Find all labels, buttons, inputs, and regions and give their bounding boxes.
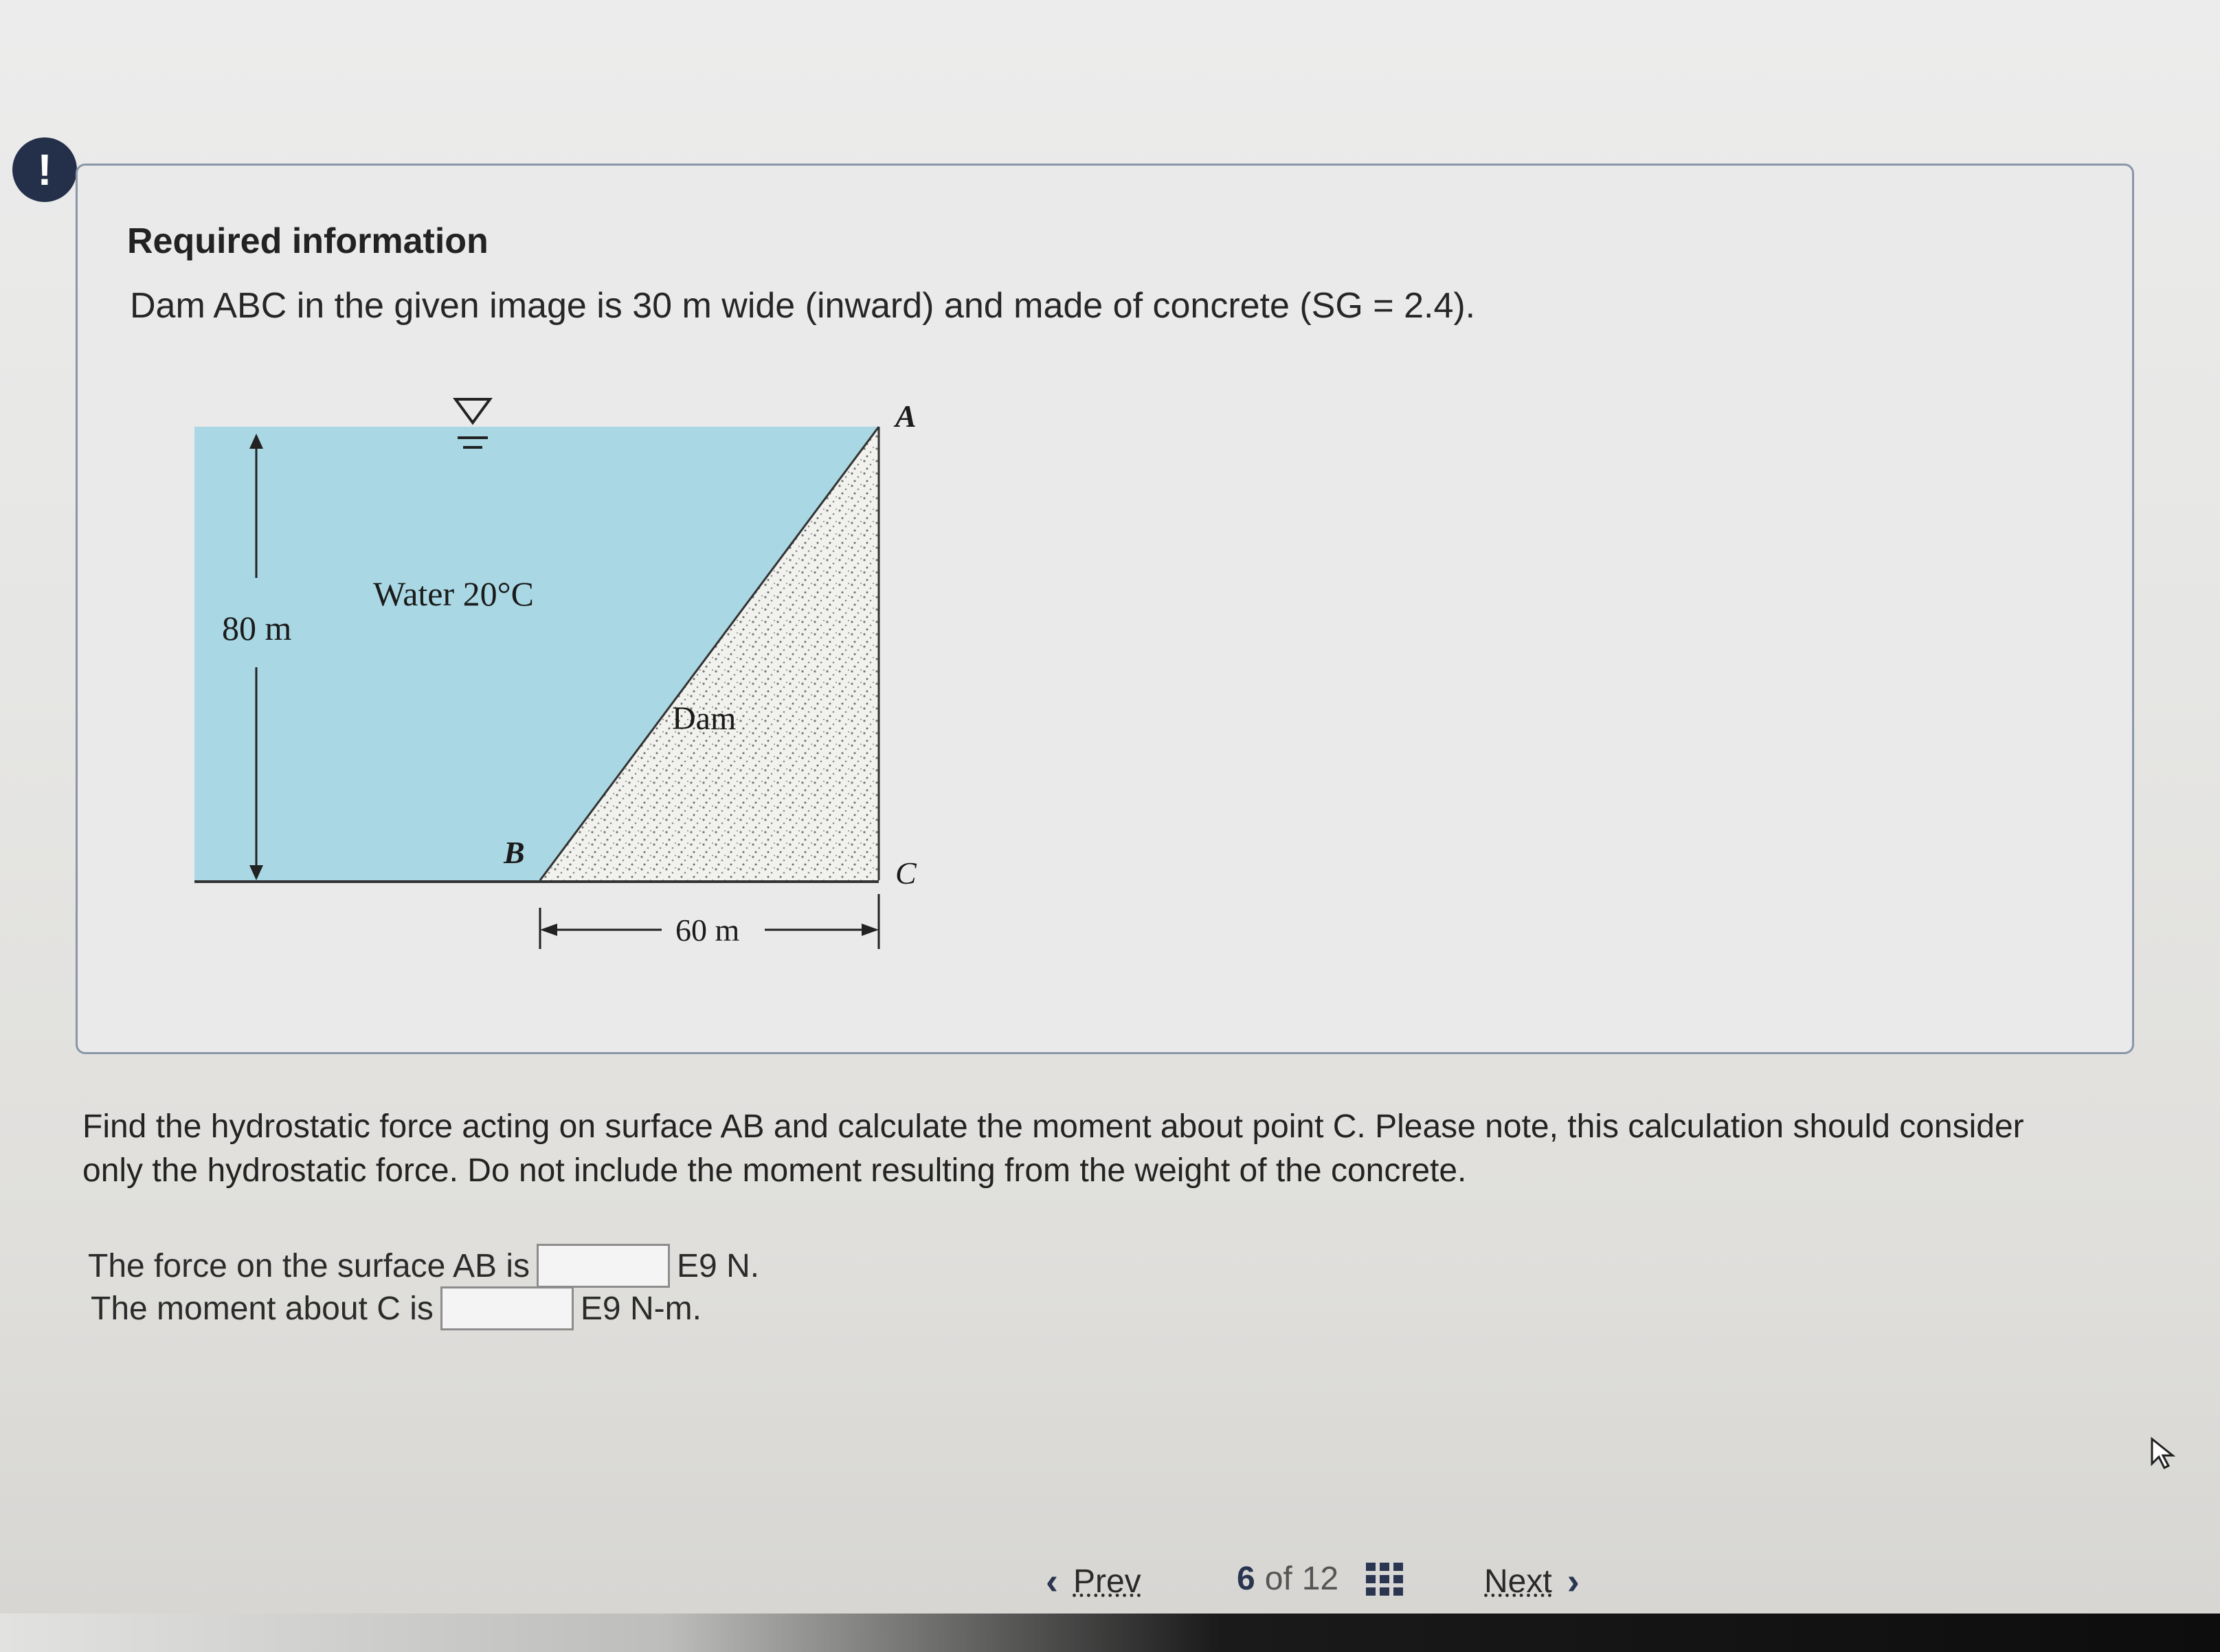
point-c-label: C <box>895 856 917 891</box>
prev-button[interactable] <box>1031 1560 1141 1603</box>
dam-label: Dam <box>672 700 737 737</box>
force-unit: E9 N. <box>677 1247 760 1284</box>
height-label: 80 m <box>222 609 292 647</box>
mouse-cursor-icon <box>2149 1436 2177 1471</box>
moment-answer-row <box>91 1286 702 1330</box>
alert-icon: ! <box>12 137 77 202</box>
required-information-title: Required information <box>127 221 489 261</box>
dam-diagram <box>194 372 950 976</box>
force-input[interactable] <box>537 1244 670 1288</box>
question-text: Find the hydrostatic force acting on surface AB and calculate the moment about point C. Please note, this calculation should consider only the hydrostatic force. Do not include the moment resulting from the weight of the concrete. <box>82 1108 2024 1189</box>
page-indicator[interactable] <box>1237 1560 1403 1598</box>
next-button[interactable] <box>1484 1560 1595 1603</box>
force-answer-row <box>88 1244 759 1288</box>
grid-icon[interactable] <box>1366 1563 1403 1596</box>
point-b-label: B <box>504 835 525 870</box>
screen-bottom-edge <box>0 1614 2220 1652</box>
point-a-label: A <box>895 399 917 434</box>
moment-label: The moment about C is <box>91 1290 434 1327</box>
page-current: 6 <box>1237 1561 1255 1597</box>
page-total: 12 <box>1301 1561 1339 1597</box>
problem-statement: Dam ABC in the given image is 30 m wide (inward) and made of concrete (SG = 2.4). <box>130 286 1476 326</box>
moment-input[interactable] <box>440 1286 574 1330</box>
next-label: Next <box>1484 1563 1552 1600</box>
water-label: Water 20°C <box>373 574 534 613</box>
force-label: The force on the surface AB is <box>88 1247 530 1284</box>
prev-label: Prev <box>1073 1563 1141 1600</box>
base-label: 60 m <box>675 913 740 948</box>
required-information-panel <box>76 164 2134 1054</box>
page-of: of <box>1264 1561 1292 1597</box>
moment-unit: E9 N-m. <box>580 1290 702 1327</box>
chevron-left-icon: ‹ <box>1046 1561 1058 1602</box>
chevron-right-icon: › <box>1567 1561 1580 1602</box>
